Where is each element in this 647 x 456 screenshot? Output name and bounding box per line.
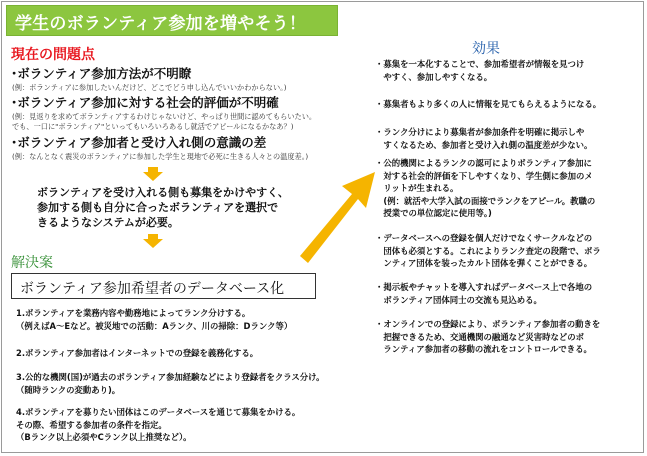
effect-line: ・掲示板やチャットを導入すればデータベース上で各地の: [375, 282, 593, 292]
solution-line: 3.公的な機関(国)が過去のボランティア参加経験などにより登録者をクラス分け。: [16, 372, 325, 382]
solution-heading: 解決案: [11, 255, 53, 271]
problem-title: ･ボランティア参加に対する社会的評価が不明確: [11, 95, 279, 110]
effect-line: ンティア団体を装ったカルト団体を弾くことができる。: [375, 258, 593, 269]
solution-item: [16, 307, 292, 332]
problem-note: でも、一口に"ボランティア"といってもいろいろあるし就活でアピールになるかなあ？): [12, 122, 294, 131]
up-right-arrow-icon: [300, 168, 380, 268]
problem-title: ･ボランティア参加者と受け入れ側の意識の差: [11, 135, 267, 150]
solution-line: 2.ボランティア参加者はインターネットでの登録を義務化する。: [16, 348, 259, 358]
database-title: ボランティア参加希望者のデータベース化: [20, 281, 285, 297]
down-arrow-icon: [143, 234, 163, 248]
problem-note: (例：ボランティアに参加したいんだけど、どこでどう申し込んでいいかわからない。): [12, 83, 287, 92]
effect-item: [375, 58, 584, 83]
solution-line: その際、希望する参加者の条件を指定。: [16, 419, 167, 430]
effect-item: [375, 281, 592, 306]
effect-line: ・募集者もより多くの人に情報を見てもらえるようになる。: [375, 99, 602, 109]
problem-note: (例：見返りを求めてボランティアするわけじゃないけど、やっぱり世間に認めてもらいたい。: [12, 112, 317, 121]
effect-item: [375, 157, 595, 220]
summary-line: 参加する側も自分に合ったボランティアを選択で: [37, 201, 279, 214]
slide-title: 学生のボランティア参加を増やそう！: [15, 14, 307, 34]
effect-line: 対する社会的評価を下しやすくなり、学生側に参加のメ: [375, 170, 593, 181]
title-bar: [7, 6, 337, 35]
effect-line: ボランティア団体同士の交流も見込める。: [375, 294, 542, 305]
solution-item: [16, 347, 258, 360]
effect-line: ランティア参加者の移動の流れをコントロールできる。: [375, 344, 592, 355]
effect-line: リットが生まれる。: [375, 183, 459, 194]
effect-line: 授業での単位認定に使用等。): [375, 208, 492, 219]
solution-line: 1.ボランティアを業務内容や勤務地によってランク分けする。: [16, 308, 251, 318]
solution-line: 4.ボランティアを募りたい団体はこのデータベースを通じて募集をかける。: [16, 407, 301, 417]
effect-line: ・オンラインでの登録により、ボランティア参加者の動きを: [375, 319, 601, 329]
effect-line: (例：就活や大学入試の面接でランクをアピール。教職の: [375, 195, 596, 206]
solution-line: （Bランク以上必須やCランク以上推奨など）。: [16, 432, 192, 442]
effect-item: [375, 232, 601, 270]
summary-line: ボランティアを受け入れる側も募集をかけやすく、: [37, 186, 289, 199]
solution-line: （随時ランクの変動あり)。: [16, 384, 121, 395]
problem-title: ･ボランティア参加方法が不明瞭: [11, 66, 192, 81]
summary-line: きるようなシステムが必要。: [37, 216, 179, 229]
solution-item: [16, 371, 325, 396]
effect-line: ・募集を一本化することで、参加希望者が情報を見つけ: [375, 59, 585, 69]
effect-item: [375, 98, 601, 111]
effect-line: 把握できるため、交通機関の融通など災害時などのボ: [375, 331, 585, 342]
effect-item: [375, 126, 592, 151]
solution-line: （例えばA〜Eなど。被災地での活動：Aランク、川の掃除：Dランク等）: [16, 320, 293, 331]
effect-item: [375, 318, 600, 356]
database-box: [11, 273, 316, 299]
effect-line: 団体も必須とする。これによりランク査定の段階で、ボラ: [375, 245, 601, 256]
problems-heading: 現在の問題点: [11, 47, 95, 63]
effect-line: すくなるため、参加者と受け入れ側の温度差が少ない。: [375, 139, 593, 150]
effect-line: ・データベースへの登録を個人だけでなくサークルなどの: [375, 233, 593, 243]
solution-item: [16, 406, 300, 444]
effect-line: ・公的機関によるランクの認可によりボランティア参加に: [375, 158, 592, 168]
effect-line: ・ランク分けにより募集者が参加条件を明確に掲示しや: [375, 127, 585, 137]
summary-text: [37, 185, 317, 230]
effect-line: やすく、参加しやすくなる。: [375, 71, 493, 82]
problem-note: (例：なんとなく震災のボランティアに参加した学生と現地で必死に生きる人々との温度差。): [12, 152, 309, 161]
effects-heading: 効果: [472, 41, 500, 57]
down-arrow-icon: [143, 167, 163, 181]
